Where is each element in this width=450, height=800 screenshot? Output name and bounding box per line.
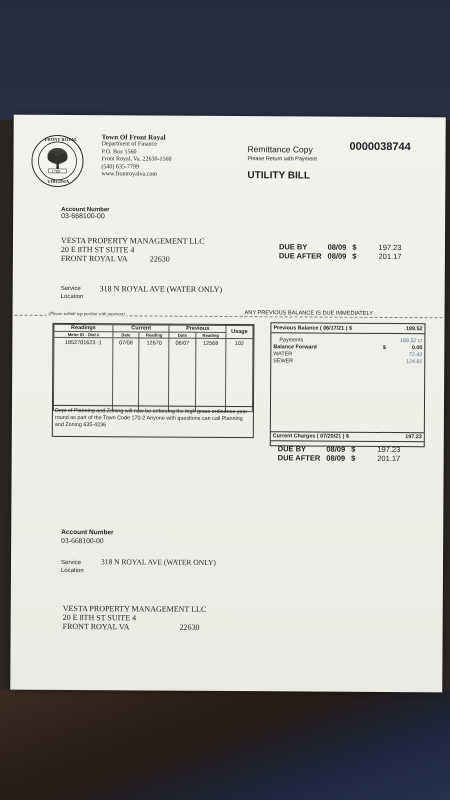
- sewer-row: [273, 358, 422, 365]
- header-previous: Previous: [169, 325, 226, 332]
- service-label-2: Location: [60, 293, 84, 301]
- usage-value: 102: [225, 338, 252, 411]
- customer-zip: 22630: [149, 254, 170, 264]
- stub-customer-city: FRONT ROYAL VA: [62, 621, 130, 632]
- header-prev-date: Date: [169, 332, 195, 338]
- previous-reading: 12568: [195, 338, 226, 411]
- previous-balance-label: Previous Balance ( 06/17/21 ) $: [273, 325, 352, 332]
- balance-forward-label: Balance Forward: [273, 344, 317, 351]
- balance-forward-currency: $: [382, 344, 386, 351]
- stub-service-label-2: Location: [60, 567, 84, 575]
- account-block: [61, 207, 109, 221]
- payments-row: [273, 337, 422, 344]
- header-readings: Readings: [54, 324, 113, 331]
- balance-forward-amount: 0.00: [411, 345, 423, 352]
- stub-account-number: 03-668100-00: [61, 535, 104, 546]
- header-cur-date: Date: [113, 332, 139, 338]
- seal-top-text: FRONT ROYAL: [44, 136, 78, 143]
- balance-summary-box: [270, 322, 426, 447]
- service-address: 318 N ROYAL AVE (WATER ONLY): [99, 284, 223, 294]
- header-prev-reading: Reading: [195, 332, 225, 338]
- stub-customer-address: [63, 604, 207, 632]
- account-number: 03-668100-00: [61, 212, 105, 221]
- meter-dial: -1: [96, 340, 102, 347]
- previous-balance-row: [271, 325, 424, 334]
- stub-customer-street: 20 E 8TH ST SUITE 4: [62, 612, 137, 623]
- payments-label: Payments: [279, 337, 304, 344]
- header-meter-id: Meter ID - Dial #: [54, 331, 113, 337]
- stub-customer-zip: 22630: [179, 622, 200, 632]
- water-amount: 72.42: [408, 352, 423, 359]
- water-row: [273, 351, 422, 358]
- due-by-currency-2: $: [351, 444, 356, 454]
- customer-street: 20 E 8TH ST SUITE 4: [60, 244, 135, 255]
- due-box-top: [279, 243, 408, 261]
- payments-amount: 189.52 cr: [399, 338, 423, 345]
- due-after-date: 08/09: [327, 251, 347, 261]
- sewer-label: SEWER: [273, 358, 294, 365]
- due-by-amount: 197.23: [378, 242, 402, 253]
- due-box-bottom: [278, 445, 407, 463]
- balance-due-notice: ANY PREVIOUS BALANCE IS DUE IMMEDIATELY: [244, 310, 373, 317]
- current-reading: 12670: [139, 338, 170, 411]
- service-label: [61, 285, 84, 301]
- meter-id: 1852701623: [64, 340, 96, 347]
- account-label: Account Number: [61, 206, 110, 214]
- due-after-currency: $: [352, 251, 357, 261]
- zoning-notice: Dept of Planning and Zoning will now be enforcing the high grass ordinance year round as part of the Town Code 170-2 Anyone with questions can call Planning and Zoning 635-4236: [53, 405, 253, 437]
- bill-number: 0000038744: [349, 140, 411, 154]
- sewer-amount: 124.81: [405, 359, 423, 366]
- current-charges-label: Current Charges ( 07/20/21 ) $: [272, 433, 349, 440]
- town-phone: (540) 635-7799: [101, 163, 139, 170]
- due-by-currency: $: [352, 242, 357, 252]
- previous-balance-amount: 189.52: [405, 326, 423, 333]
- header-current: Current: [113, 325, 170, 332]
- due-by-date: 08/09: [327, 242, 347, 252]
- town-dept: Department of Finance: [101, 141, 157, 148]
- meter-cell: [53, 337, 112, 410]
- customer-address: [61, 236, 205, 264]
- town-seal-logo: [31, 135, 83, 187]
- utility-bill-document: [10, 115, 446, 693]
- seal-year: 1788: [51, 168, 61, 174]
- background-table: [0, 690, 450, 800]
- header-cur-reading: Reading: [139, 332, 169, 338]
- due-by-label: DUE BY: [278, 242, 308, 252]
- stub-service-label-1: Service: [61, 559, 82, 567]
- stub-customer-name: VESTA PROPERTY MANAGEMENT LLC: [62, 603, 207, 614]
- previous-date: 06/07: [169, 338, 196, 411]
- due-by-amount-2: 197.23: [377, 444, 401, 455]
- water-label: WATER: [273, 351, 293, 358]
- due-after-currency-2: $: [351, 453, 356, 463]
- remittance-subtitle: Please Return with Payment: [247, 156, 317, 163]
- stub-customer-city-line: [63, 622, 207, 632]
- customer-name: VESTA PROPERTY MANAGEMENT LLC: [60, 235, 205, 246]
- remittance-title: Remittance Copy: [247, 144, 313, 155]
- stub-account-block: [61, 529, 113, 545]
- stub-service-address: 318 N ROYAL AVE (WATER ONLY): [101, 557, 216, 567]
- town-box: P.O. Box 1560: [101, 148, 137, 155]
- town-info: [101, 133, 171, 179]
- due-after-label: DUE AFTER: [278, 250, 322, 261]
- town-name: Town Of Front Royal: [101, 133, 166, 142]
- header-usage: Usage: [226, 325, 253, 338]
- due-after-amount: 201.17: [378, 251, 402, 261]
- balance-forward-row: [273, 344, 422, 351]
- due-by-label-2: DUE BY: [277, 444, 307, 454]
- background-fabric: [0, 0, 450, 120]
- due-after-label-2: DUE AFTER: [277, 452, 321, 463]
- town-city: Front Royal, Va. 22630-1560: [101, 156, 172, 163]
- customer-city: FRONT ROYAL VA: [60, 253, 128, 264]
- cut-instructions: (Please submit top portion with payment): [48, 310, 125, 317]
- current-charges-row: [271, 431, 424, 442]
- seal-bottom-text: VIRGINIA: [47, 178, 70, 185]
- current-charges-amount: 197.23: [405, 434, 422, 441]
- customer-city-line: [61, 254, 205, 264]
- due-after-amount-2: 201.17: [377, 453, 401, 463]
- due-after-date-2: 08/09: [326, 453, 346, 463]
- stub-service-label: [61, 559, 84, 575]
- service-label-1: Service: [60, 285, 81, 293]
- bill-type: UTILITY BILL: [247, 170, 311, 182]
- due-by-date-2: 08/09: [326, 444, 346, 454]
- current-date: 07/08: [112, 338, 139, 411]
- meter-readings-table: [52, 323, 255, 438]
- town-website: www.frontroyalva.com: [101, 171, 158, 178]
- stub-account-label: Account Number: [61, 528, 114, 537]
